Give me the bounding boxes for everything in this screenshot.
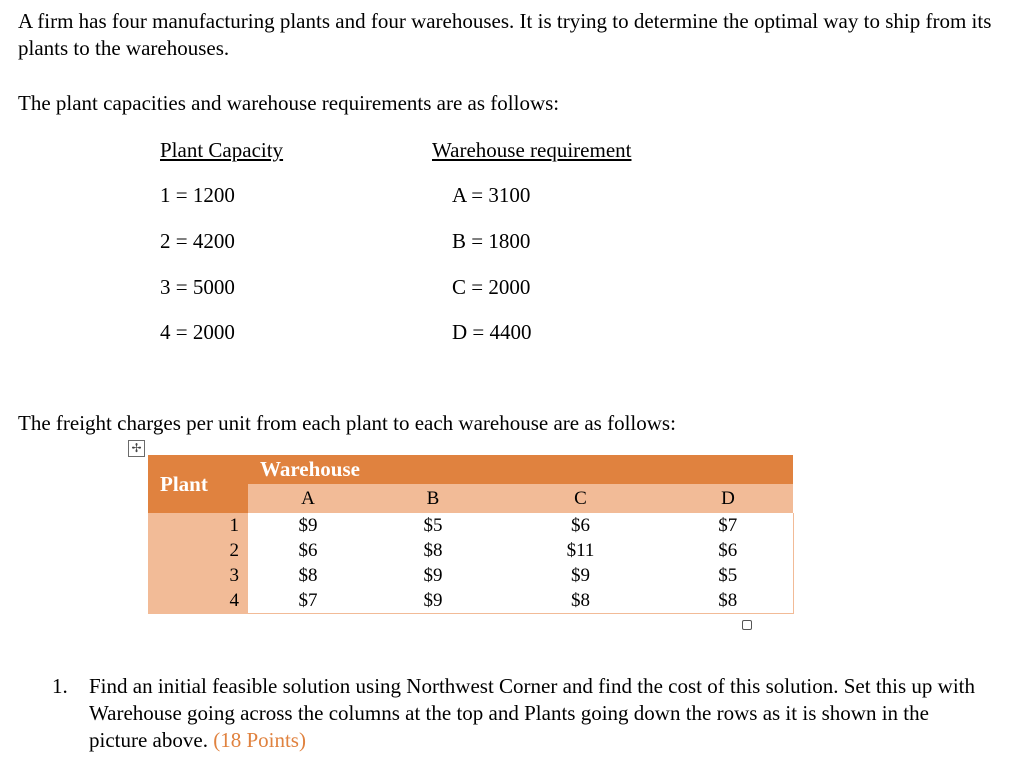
warehouse-requirement-header: Warehouse requirement bbox=[432, 138, 632, 162]
cost-cell: $6 bbox=[663, 538, 793, 563]
warehouse-header: Warehouse bbox=[248, 455, 793, 484]
intro-paragraph: A firm has four manufacturing plants and four warehouses. It is trying to determine the optimal way to ship from its plants to the warehouses. bbox=[18, 9, 992, 60]
table-row bbox=[148, 513, 793, 538]
column-header-a: A bbox=[248, 484, 368, 513]
cost-cell: $11 bbox=[498, 538, 663, 563]
warehouse-requirement-d: D = 4400 bbox=[452, 320, 532, 344]
cost-cell: $8 bbox=[248, 563, 368, 588]
table-row bbox=[148, 563, 793, 588]
move-handle-icon[interactable]: ✢ bbox=[128, 440, 145, 457]
plant-capacity-4: 4 = 2000 bbox=[160, 320, 235, 344]
cost-cell: $8 bbox=[498, 588, 663, 614]
question-number: 1. bbox=[52, 674, 68, 698]
resize-handle-icon[interactable] bbox=[742, 620, 752, 630]
cost-cell: $8 bbox=[663, 588, 793, 614]
cost-cell: $7 bbox=[248, 588, 368, 614]
cost-cell: $7 bbox=[663, 513, 793, 538]
cost-cell: $5 bbox=[663, 563, 793, 588]
question-points: (18 Points) bbox=[213, 728, 306, 752]
plant-label: 3 bbox=[148, 563, 248, 588]
table-row bbox=[148, 538, 793, 563]
cost-cell: $5 bbox=[368, 513, 498, 538]
column-header-d: D bbox=[663, 484, 793, 513]
plant-capacity-3: 3 = 5000 bbox=[160, 275, 235, 299]
plant-capacity-2: 2 = 4200 bbox=[160, 229, 235, 253]
warehouse-requirement-b: B = 1800 bbox=[452, 229, 531, 253]
plant-label: 2 bbox=[148, 538, 248, 563]
plant-capacity-header: Plant Capacity bbox=[160, 138, 284, 162]
column-header-b: B bbox=[368, 484, 498, 513]
plant-label: 4 bbox=[148, 588, 248, 614]
plant-label: 1 bbox=[148, 513, 248, 538]
freight-intro: The freight charges per unit from each plant to each warehouse are as follows: bbox=[18, 411, 676, 435]
question-body: Find an initial feasible solution using Northwest Corner and find the cost of this solution. Set this up with Warehouse going across the columns at the top and Plants going down the rows as it is shown in the picture above. bbox=[89, 674, 976, 752]
plant-header: Plant bbox=[148, 455, 248, 513]
cost-cell: $9 bbox=[368, 588, 498, 614]
cost-cell: $9 bbox=[498, 563, 663, 588]
table-row bbox=[148, 588, 793, 614]
cost-cell: $9 bbox=[368, 563, 498, 588]
column-header-c: C bbox=[498, 484, 663, 513]
question-text bbox=[89, 673, 989, 754]
warehouse-requirement-a: A = 3100 bbox=[452, 183, 531, 207]
cost-cell: $6 bbox=[248, 538, 368, 563]
cost-cell: $9 bbox=[248, 513, 368, 538]
freight-table bbox=[148, 455, 794, 614]
cost-cell: $8 bbox=[368, 538, 498, 563]
warehouse-requirement-c: C = 2000 bbox=[452, 275, 531, 299]
cost-cell: $6 bbox=[498, 513, 663, 538]
capacities-intro: The plant capacities and warehouse requirements are as follows: bbox=[18, 91, 560, 115]
plant-capacity-1: 1 = 1200 bbox=[160, 183, 235, 207]
